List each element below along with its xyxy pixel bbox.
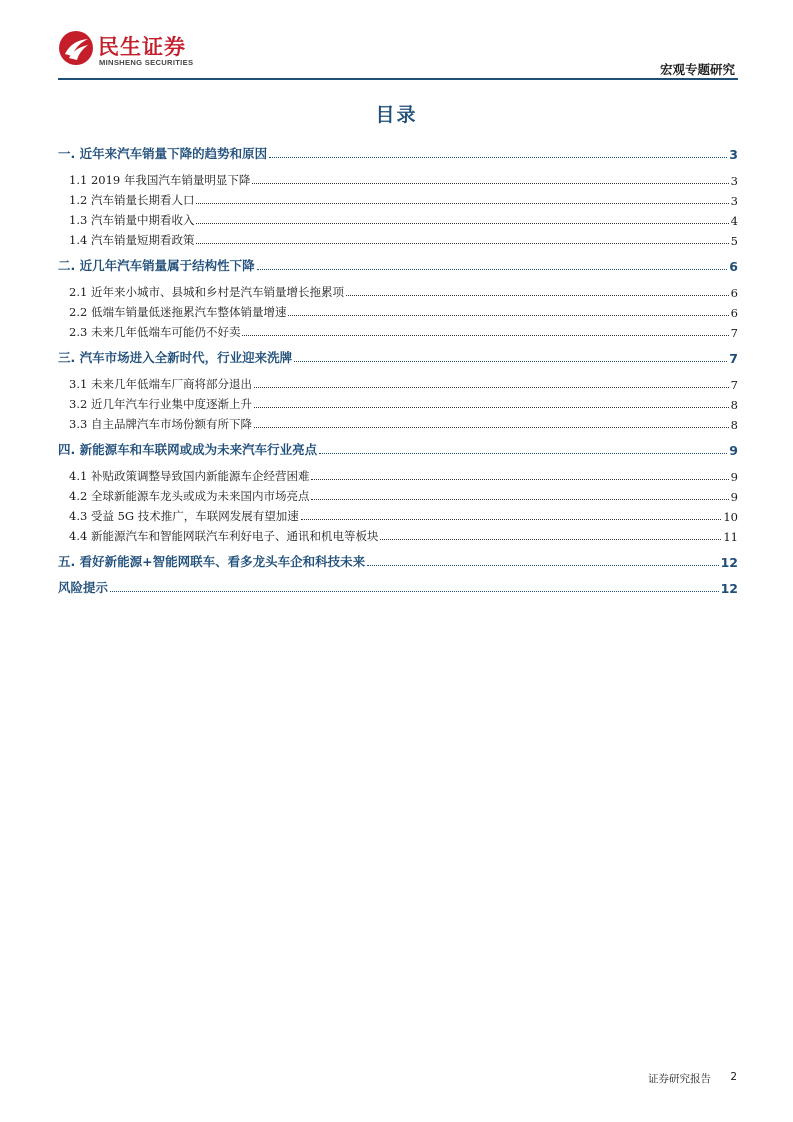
brand-name-en: MINSHENG SECURITIES <box>99 58 194 67</box>
report-type-label: 宏观专题研究 <box>659 62 735 77</box>
minsheng-logo-icon <box>58 30 94 66</box>
toc-entry-3-2[interactable] <box>69 394 738 412</box>
toc-entry-label: 4.4 新能源汽车和智能网联汽车利好电子、通讯和机电等板块 <box>69 529 379 543</box>
toc-leader-dots <box>242 335 728 336</box>
toc-entry-4-1[interactable] <box>69 466 738 484</box>
toc-leader-dots <box>311 479 728 480</box>
toc-leader-dots <box>269 157 727 158</box>
toc-entry-label: 1.3 汽车销量中期看收入 <box>69 213 195 227</box>
toc-leader-dots <box>254 387 729 388</box>
toc-leader-dots <box>254 427 729 428</box>
toc-entry-label: 1.1 2019 年我国汽车销量明显下降 <box>69 173 251 187</box>
toc-entry-label: 4.1 补贴政策调整导致国内新能源车企经营困难 <box>69 469 310 483</box>
toc-entry-label: 2.1 近年来小城市、县城和乡村是汽车销量增长拖累项 <box>69 285 344 299</box>
toc-leader-dots <box>294 361 727 362</box>
toc-entry-label: 2.2 低端车销量低迷拖累汽车整体销量增速 <box>69 305 287 319</box>
toc-entry-page: 9 <box>730 490 738 504</box>
toc-leader-dots <box>367 565 719 566</box>
toc-entry-page: 3 <box>729 147 738 162</box>
toc-leader-dots <box>319 453 727 454</box>
toc-entry-page: 8 <box>730 418 738 432</box>
toc-entry-label: 2.3 未来几年低端车可能仍不好卖 <box>69 325 241 339</box>
toc-entry-page: 8 <box>730 398 738 412</box>
toc-entry-section-5[interactable] <box>58 552 738 570</box>
toc-entry-label: 3.3 自主品牌汽车市场份额有所下降 <box>69 417 252 431</box>
toc-entry-4-2[interactable] <box>69 486 738 504</box>
toc-entry-label: 五. 看好新能源+智能网联车、看多龙头车企和科技未来 <box>58 554 366 569</box>
toc-entry-page: 6 <box>730 286 738 300</box>
toc-entry-page: 9 <box>729 443 738 458</box>
toc-entry-section-2[interactable] <box>58 256 738 274</box>
toc-entry-label: 三. 汽车市场进入全新时代，行业迎来洗牌 <box>58 350 293 365</box>
toc-leader-dots <box>196 223 728 224</box>
toc-entry-page: 7 <box>730 326 738 340</box>
toc-entry-label: 4.3 受益 5G 技术推广，车联网发展有望加速 <box>69 509 299 523</box>
toc-entry-1-4[interactable] <box>69 230 738 248</box>
toc-entry-page: 12 <box>720 555 738 570</box>
toc-entry-2-3[interactable] <box>69 322 738 340</box>
toc-entry-3-3[interactable] <box>69 414 738 432</box>
toc-entry-page: 6 <box>730 306 738 320</box>
toc-entry-page: 7 <box>729 351 738 366</box>
toc-leader-dots <box>301 519 722 520</box>
toc-entry-1-1[interactable] <box>69 170 738 188</box>
toc-entry-section-3[interactable] <box>58 348 738 366</box>
toc-entry-page: 11 <box>723 530 738 544</box>
footer-page-number: 2 <box>730 1071 737 1083</box>
toc-entry-page: 12 <box>720 581 738 596</box>
toc-entry-label: 四. 新能源车和车联网或成为未来汽车行业亮点 <box>58 442 318 457</box>
toc-entry-label: 1.4 汽车销量短期看政策 <box>69 233 195 247</box>
toc-entry-page: 3 <box>730 174 738 188</box>
toc-entry-section-4[interactable] <box>58 440 738 458</box>
toc-entry-1-3[interactable] <box>69 210 738 228</box>
toc-entry-risk-warning[interactable] <box>58 578 738 596</box>
toc-entry-page: 9 <box>730 470 738 484</box>
toc-entry-4-3[interactable] <box>69 506 738 524</box>
toc-entry-1-2[interactable] <box>69 190 738 208</box>
toc-leader-dots <box>110 591 719 592</box>
toc-entry-page: 10 <box>723 510 738 524</box>
toc-title: 目录 <box>375 104 418 126</box>
toc-entry-page: 4 <box>730 214 738 228</box>
toc-entry-label: 风险提示 <box>58 580 109 595</box>
toc-entry-page: 6 <box>729 259 738 274</box>
toc-leader-dots <box>346 295 729 296</box>
toc-entry-page: 5 <box>730 234 738 248</box>
toc-entry-2-2[interactable] <box>69 302 738 320</box>
toc-entry-page: 7 <box>730 378 738 392</box>
page-header <box>0 0 793 90</box>
brand-name-cn: 民生证券 <box>98 35 186 59</box>
toc-entry-label: 3.1 未来几年低端车厂商将部分退出 <box>69 377 252 391</box>
toc-leader-dots <box>196 203 728 204</box>
toc-entry-label: 4.2 全球新能源车龙头或成为未来国内市场亮点 <box>69 489 310 503</box>
footer-label: 证券研究报告 <box>648 1073 711 1085</box>
toc-entry-label: 1.2 汽车销量长期看人口 <box>69 193 195 207</box>
company-logo <box>58 28 228 72</box>
toc-entry-label: 3.2 近几年汽车行业集中度逐渐上升 <box>69 397 252 411</box>
toc-entry-2-1[interactable] <box>69 282 738 300</box>
toc-leader-dots <box>380 539 721 540</box>
toc-entry-section-1[interactable] <box>58 144 738 162</box>
toc-leader-dots <box>257 269 728 270</box>
toc-leader-dots <box>254 407 729 408</box>
header-divider <box>58 78 738 80</box>
toc-entry-3-1[interactable] <box>69 374 738 392</box>
toc-entry-4-4[interactable] <box>69 526 738 544</box>
toc-entry-page: 3 <box>730 194 738 208</box>
toc-leader-dots <box>252 183 728 184</box>
toc-leader-dots <box>288 315 728 316</box>
toc-entry-label: 二. 近几年汽车销量属于结构性下降 <box>58 258 255 273</box>
toc-leader-dots <box>311 499 728 500</box>
toc-leader-dots <box>196 243 728 244</box>
toc-entry-label: 一. 近年来汽车销量下降的趋势和原因 <box>58 146 268 161</box>
